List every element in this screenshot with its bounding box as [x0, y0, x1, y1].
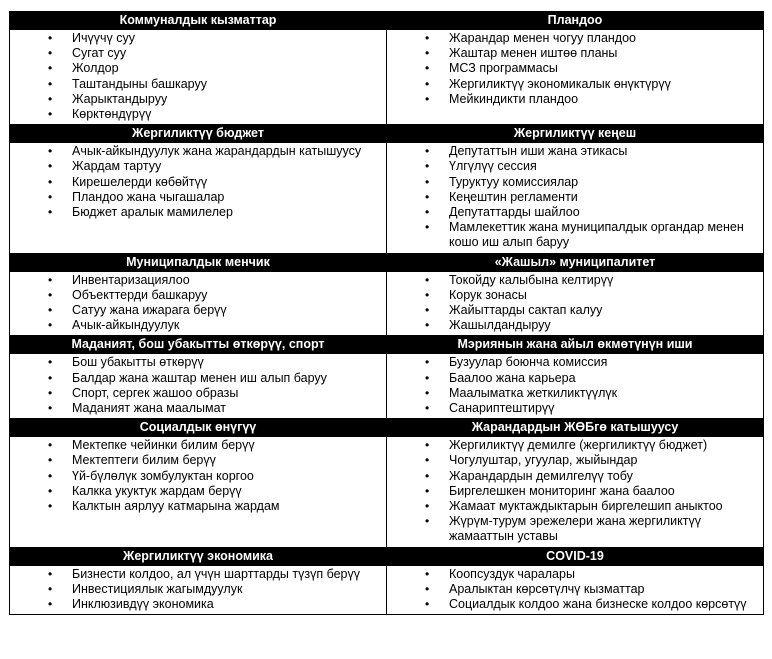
bullet-icon: • [425, 61, 430, 76]
list-item-text: Аралыктан көрсөтүлчү кызматтар [449, 581, 645, 596]
section-title: Жергиликтүү кеңеш [387, 125, 764, 143]
bullet-icon: • [425, 76, 430, 91]
list-item [387, 273, 763, 288]
list-item-text: Маалыматка жеткиликтүүлүк [449, 385, 618, 400]
table-body-row [10, 354, 764, 419]
list-item [387, 453, 763, 468]
section-title: COVID-19 [387, 548, 764, 566]
list-item [10, 401, 386, 416]
list-item [10, 288, 386, 303]
section-title: Жарандардын ЖӨБгө катышуусу [387, 419, 764, 437]
list-item-text: Калкка укуктук жардам берүү [72, 483, 242, 498]
list-item-text: Инвестициялык жагымдуулук [72, 581, 243, 596]
section-list-cell [10, 437, 387, 547]
list-item [387, 401, 763, 416]
list-item-text: Таштандыны башкаруу [72, 76, 207, 91]
list-item [387, 190, 763, 205]
list-item-text: Жергиликтүү демилге (жергиликтүү бюджет) [449, 438, 708, 453]
list-item [387, 205, 763, 220]
bullet-icon: • [425, 499, 430, 514]
list-item [10, 597, 386, 612]
bullet-icon: • [425, 453, 430, 468]
bullet-icon: • [48, 159, 53, 174]
list-item-text: Мектептеги билим берүү [72, 453, 216, 468]
bullet-icon: • [48, 597, 53, 612]
bullet-icon: • [425, 174, 430, 189]
list-item-text: Санариптештирүү [449, 401, 555, 416]
list-item [387, 31, 763, 46]
list-item-text: Жайыттарды сактап калуу [449, 303, 603, 318]
topics-table [9, 11, 764, 615]
list-item-text: Жашылдандыруу [449, 318, 551, 333]
bullet-icon: • [48, 61, 53, 76]
list-item [10, 92, 386, 107]
bullet-icon: • [425, 483, 430, 498]
list-item [10, 567, 386, 582]
list-item [387, 499, 763, 514]
bullet-icon: • [48, 385, 53, 400]
bullet-list [387, 31, 763, 107]
list-item-text: Сатуу жана ижарага берүү [72, 303, 227, 318]
list-item-text: Токойду калыбына келтирүү [449, 272, 614, 287]
bullet-icon: • [425, 566, 430, 581]
list-item-text: Мейкиндикти пландоо [449, 91, 579, 106]
table-header-row [10, 548, 764, 566]
list-item [387, 567, 763, 582]
bullet-icon: • [48, 272, 53, 287]
section-list-cell [387, 30, 764, 125]
bullet-icon: • [48, 174, 53, 189]
bullet-icon: • [425, 370, 430, 385]
list-item [10, 107, 386, 122]
list-item [10, 190, 386, 205]
list-item [387, 220, 763, 250]
list-item [387, 175, 763, 190]
list-item [387, 303, 763, 318]
list-item-text: Мектепке чейинки билим берүү [72, 438, 255, 453]
bullet-icon: • [425, 318, 430, 333]
bullet-list [10, 31, 386, 122]
list-item-text: Ачык-айкындуулук жана жарандардын катышуусу [72, 144, 362, 159]
list-item [387, 61, 763, 76]
bullet-list [387, 567, 763, 613]
bullet-list [387, 144, 763, 250]
bullet-icon: • [425, 581, 430, 596]
section-list-cell [387, 354, 764, 419]
bullet-icon: • [425, 303, 430, 318]
bullet-icon: • [425, 159, 430, 174]
list-item [387, 77, 763, 92]
list-item [387, 514, 763, 544]
bullet-list [387, 273, 763, 334]
list-item-text: Жаштар менен иштөө планы [449, 46, 618, 61]
list-item-text: Жүрүм-турум эрежелери жана жергиликтүү жамааттын уставы [449, 514, 701, 544]
list-item [10, 205, 386, 220]
list-item-text: Пландоо жана чыгашалар [72, 189, 225, 204]
list-item-text: Жарандардын демилгелүү тобу [449, 468, 633, 483]
table-header-row [10, 336, 764, 354]
list-item [387, 159, 763, 174]
list-item [387, 484, 763, 499]
section-title: Мэриянын жана айыл өкмөтүнүн иши [387, 336, 764, 354]
list-item-text: Кирешелерди көбөйтүү [72, 174, 208, 189]
bullet-list [10, 273, 386, 334]
bullet-icon: • [425, 355, 430, 370]
bullet-list [10, 355, 386, 416]
list-item [387, 92, 763, 107]
section-title: «Жашыл» муниципалитет [387, 254, 764, 272]
list-item [10, 371, 386, 386]
list-item-text: Биргелешкен мониторинг жана баалоо [449, 483, 675, 498]
list-item-text: Кеңештин регламенти [449, 189, 578, 204]
list-item-text: Балдар жана жаштар менен иш алып баруу [72, 370, 327, 385]
list-item-text: Бизнести колдоо, ал үчүн шарттарды түзүп берүү [72, 566, 360, 581]
section-list-cell [387, 143, 764, 253]
table-header-row [10, 254, 764, 272]
bullet-icon: • [48, 318, 53, 333]
bullet-icon: • [48, 189, 53, 204]
list-item-text: Спорт, сергек жашоо образы [72, 385, 239, 400]
section-list-cell [387, 272, 764, 337]
list-item [387, 355, 763, 370]
section-title: Коммуналдык кызматтар [10, 12, 387, 30]
table-body-row [10, 143, 764, 253]
section-title: Маданият, бош убакытты өткөрүү, спорт [10, 336, 387, 354]
list-item [10, 46, 386, 61]
list-item-text: Инклюзивдүү экономика [72, 597, 214, 612]
bullet-icon: • [425, 514, 430, 529]
list-item-text: Ачык-айкындуулук [72, 318, 180, 333]
list-item-text: Мамлекеттик жана муниципалдык органдар менен кошо иш алып баруу [449, 220, 744, 250]
list-item [387, 371, 763, 386]
bullet-icon: • [425, 31, 430, 45]
list-item-text: Маданият жана маалымат [72, 401, 227, 416]
list-item [387, 144, 763, 159]
bullet-icon: • [48, 46, 53, 61]
bullet-icon: • [48, 91, 53, 106]
list-item [10, 31, 386, 46]
list-item-text: Инвентаризациялоо [72, 272, 190, 287]
list-item [10, 386, 386, 401]
list-item-text: Ичүүчү суу [72, 31, 135, 45]
list-item-text: Баалоо жана карьера [449, 370, 576, 385]
bullet-icon: • [48, 355, 53, 370]
bullet-icon: • [48, 401, 53, 416]
list-item [387, 386, 763, 401]
section-title: Пландоо [387, 12, 764, 30]
bullet-icon: • [425, 438, 430, 453]
bullet-list [10, 438, 386, 514]
table-body-row [10, 30, 764, 125]
list-item-text: Чогулуштар, угуулар, жыйындар [449, 453, 638, 468]
bullet-icon: • [48, 144, 53, 159]
section-title: Муниципалдык менчик [10, 254, 387, 272]
list-item [10, 303, 386, 318]
bullet-icon: • [425, 287, 430, 302]
list-item-text: Калктын аярлуу катмарына жардам [72, 499, 280, 514]
list-item-text: Үлгүлүү сессия [449, 159, 537, 174]
section-list-cell [387, 437, 764, 547]
bullet-icon: • [48, 438, 53, 453]
list-item-text: Жарыктандыруу [72, 91, 168, 106]
list-item-text: Бузуулар боюнча комиссия [449, 355, 608, 370]
bullet-icon: • [425, 220, 430, 235]
section-list-cell [10, 143, 387, 253]
bullet-icon: • [425, 385, 430, 400]
bullet-list [10, 144, 386, 220]
bullet-icon: • [48, 107, 53, 122]
bullet-icon: • [425, 189, 430, 204]
bullet-icon: • [425, 205, 430, 220]
list-item-text: Депутаттарды шайлоо [449, 205, 580, 220]
list-item-text: Көрктөндүрүү [72, 107, 152, 122]
bullet-icon: • [425, 468, 430, 483]
bullet-icon: • [48, 581, 53, 596]
bullet-icon: • [48, 483, 53, 498]
list-item-text: Жарандар менен чогуу пландоо [449, 31, 636, 45]
bullet-list [387, 438, 763, 544]
bullet-icon: • [48, 370, 53, 385]
list-item [387, 318, 763, 333]
section-list-cell [10, 30, 387, 125]
list-item-text: Социалдык колдоо жана бизнеске колдоо көрсөтүү [449, 597, 747, 612]
list-item [387, 597, 763, 612]
list-item-text: Объекттерди башкаруу [72, 287, 208, 302]
list-item [387, 469, 763, 484]
list-item [10, 318, 386, 333]
list-item-text: Жолдор [72, 61, 119, 76]
bullet-list [10, 567, 386, 613]
list-item [10, 175, 386, 190]
list-item-text: Сугат суу [72, 46, 127, 61]
list-item-text: Корук зонасы [449, 287, 527, 302]
bullet-icon: • [425, 91, 430, 106]
bullet-icon: • [425, 597, 430, 612]
table-body-row [10, 566, 764, 616]
list-item-text: Коопсуздук чаралары [449, 566, 575, 581]
bullet-list [387, 355, 763, 416]
bullet-icon: • [425, 144, 430, 159]
list-item [10, 273, 386, 288]
list-item [10, 144, 386, 159]
section-list-cell [387, 566, 764, 616]
list-item-text: Жергиликтүү экономикалык өнүктүрүү [449, 76, 671, 91]
list-item [10, 469, 386, 484]
list-item [10, 582, 386, 597]
list-item-text: Туруктуу комиссиялар [449, 174, 579, 189]
section-list-cell [10, 354, 387, 419]
bullet-icon: • [48, 287, 53, 302]
list-item [387, 582, 763, 597]
table-header-row [10, 125, 764, 143]
list-item [387, 438, 763, 453]
list-item-text: Бюджет аралык мамилелер [72, 205, 233, 220]
table-header-row [10, 419, 764, 437]
list-item [10, 484, 386, 499]
list-item [10, 61, 386, 76]
section-list-cell [10, 272, 387, 337]
bullet-icon: • [425, 401, 430, 416]
list-item-text: Үй-бүлөлүк зомбулуктан коргоо [72, 468, 254, 483]
table-body-row [10, 437, 764, 547]
list-item [387, 46, 763, 61]
list-item-text: Депутаттын иши жана этикасы [449, 144, 628, 159]
bullet-icon: • [48, 499, 53, 514]
bullet-icon: • [48, 468, 53, 483]
list-item [10, 77, 386, 92]
table-header-row [10, 12, 764, 30]
bullet-icon: • [48, 31, 53, 45]
list-item-text: МСЗ программасы [449, 61, 558, 76]
list-item [10, 438, 386, 453]
bullet-icon: • [425, 272, 430, 287]
list-item-text: Жамаат муктаждыктарын биргелешип аныктоо [449, 499, 723, 514]
list-item [10, 453, 386, 468]
bullet-icon: • [425, 46, 430, 61]
list-item-text: Бош убакытты өткөрүү [72, 355, 204, 370]
list-item-text: Жардам тартуу [72, 159, 162, 174]
table-body-row [10, 272, 764, 337]
list-item [10, 355, 386, 370]
bullet-icon: • [48, 76, 53, 91]
section-title: Жергиликтүү бюджет [10, 125, 387, 143]
bullet-icon: • [48, 566, 53, 581]
bullet-icon: • [48, 453, 53, 468]
list-item [10, 159, 386, 174]
section-title: Жергиликтүү экономика [10, 548, 387, 566]
bullet-icon: • [48, 205, 53, 220]
list-item [10, 499, 386, 514]
list-item [387, 288, 763, 303]
section-title: Социалдык өнүгүү [10, 419, 387, 437]
bullet-icon: • [48, 303, 53, 318]
section-list-cell [10, 566, 387, 616]
